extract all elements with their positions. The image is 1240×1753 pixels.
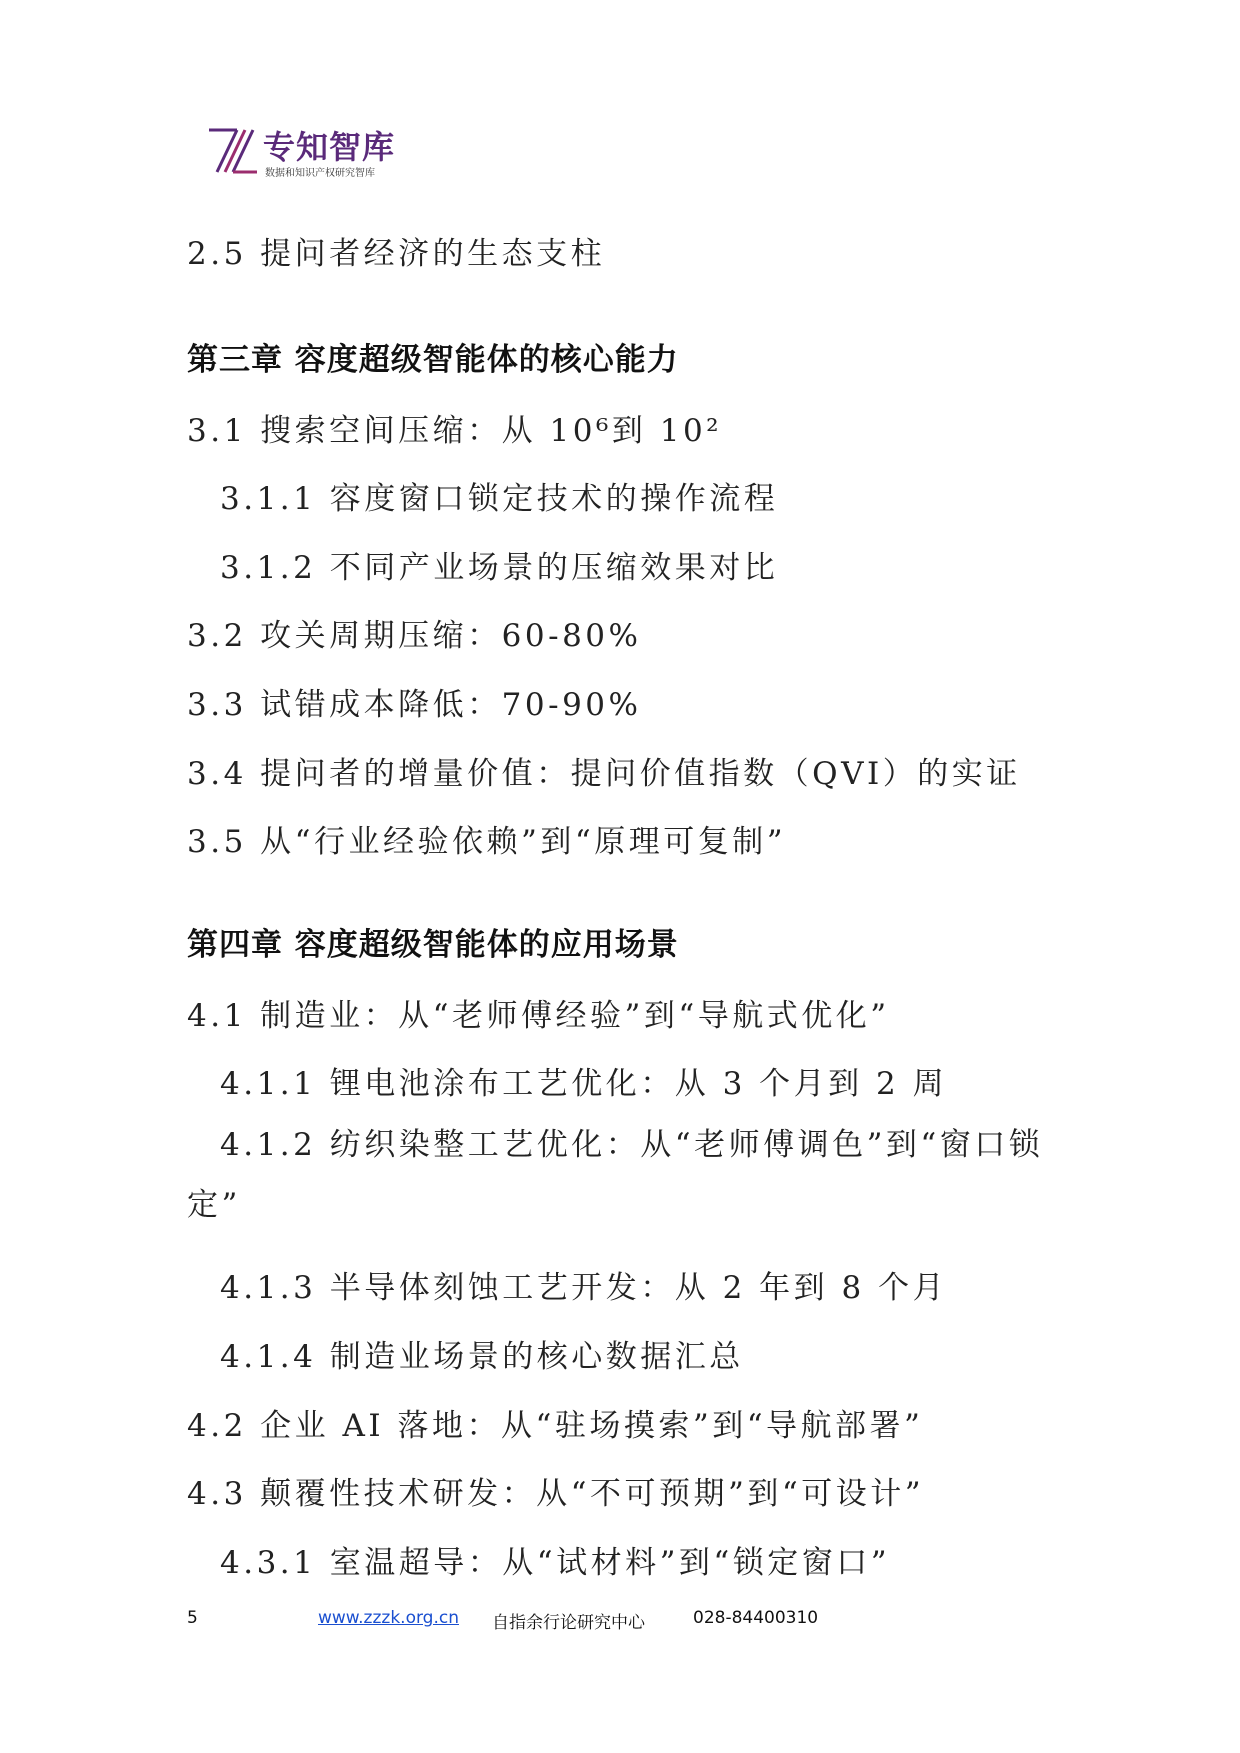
toc-section-3-1-1[interactable]: 3.1.1 容度窗口锁定技术的操作流程	[220, 481, 779, 517]
toc-section-4-2[interactable]: 4.2 企业 AI 落地：从“驻场摸索”到“导航部署”	[187, 1408, 924, 1444]
toc-section-4-1[interactable]: 4.1 制造业：从“老师傅经验”到“导航式优化”	[187, 998, 890, 1034]
toc-section-3-1-2[interactable]: 3.1.2 不同产业场景的压缩效果对比	[220, 550, 779, 586]
organization-name: 自指余行论研究中心	[492, 1613, 645, 1633]
toc-section-3-4[interactable]: 3.4 提问者的增量价值：提问价值指数（QVI）的实证	[187, 756, 1021, 792]
phone-number: 028-84400310	[693, 1608, 819, 1628]
toc-section-4-1-4[interactable]: 4.1.4 制造业场景的核心数据汇总	[220, 1339, 744, 1375]
toc-section-3-2[interactable]: 3.2 攻关周期压缩：60-80%	[187, 618, 642, 654]
toc-section-4-1-3[interactable]: 4.1.3 半导体刻蚀工艺开发：从 2 年到 8 个月	[220, 1270, 948, 1306]
toc-section-3-5[interactable]: 3.5 从“行业经验依赖”到“原理可复制”	[187, 824, 787, 860]
toc-section-3-3[interactable]: 3.3 试错成本降低：70-90%	[187, 687, 642, 723]
page-footer	[0, 1608, 1240, 1638]
toc-section-2-5[interactable]: 2.5 提问者经济的生态支柱	[187, 236, 606, 272]
toc-section-3-1[interactable]: 3.1 搜索空间压缩：从 10⁶到 10²	[187, 413, 723, 449]
toc-section-4-1-2[interactable]: 4.1.2 纺织染整工艺优化：从“老师傅调色”到“窗口锁定”	[187, 1127, 1044, 1223]
logo-name: 专知智库	[263, 128, 396, 166]
website-link[interactable]: www.zzzk.org.cn	[318, 1608, 459, 1628]
logo-tagline: 数据和知识产权研究智库	[265, 168, 375, 179]
toc-section-4-3[interactable]: 4.3 颠覆性技术研发：从“不可预期”到“可设计”	[187, 1476, 925, 1512]
toc-chapter-4[interactable]: 第四章 容度超级智能体的应用场景	[187, 927, 679, 963]
toc-chapter-3[interactable]: 第三章 容度超级智能体的核心能力	[187, 342, 679, 378]
toc-section-4-1-1[interactable]: 4.1.1 锂电池涂布工艺优化：从 3 个月到 2 周	[220, 1066, 948, 1102]
toc-section-4-3-1[interactable]: 4.3.1 室温超导：从“试材料”到“锁定窗口”	[220, 1545, 891, 1581]
page-number: 5	[187, 1608, 198, 1628]
